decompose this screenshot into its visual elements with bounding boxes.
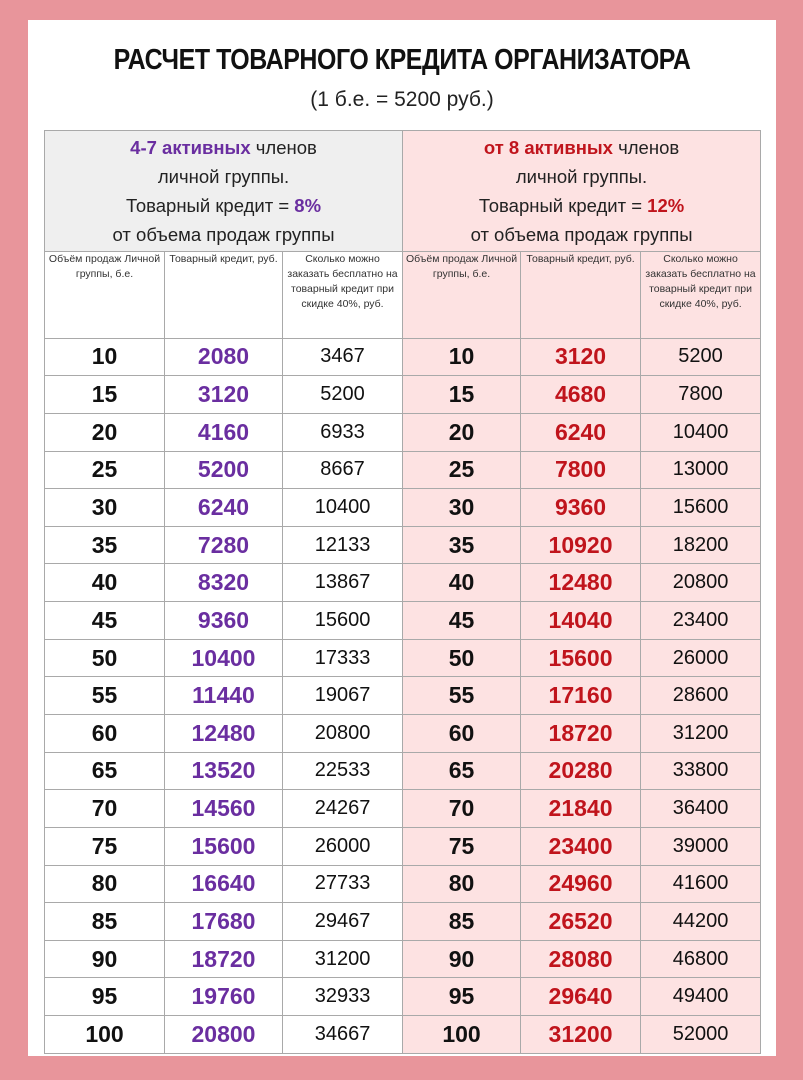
free-left-cell: 10400 <box>283 489 403 527</box>
col-volume-left: Объём продаж Личной группы, б.е. <box>45 252 165 339</box>
table-row <box>45 526 761 564</box>
credit-right-cell: 26520 <box>521 903 641 941</box>
free-left-cell: 34667 <box>283 1016 403 1054</box>
credit-left-cell: 12480 <box>165 715 283 753</box>
free-right-cell: 39000 <box>641 827 761 865</box>
credit-right-cell: 12480 <box>521 564 641 602</box>
left-group-percent: 8% <box>294 195 322 217</box>
free-left-cell: 24267 <box>283 790 403 828</box>
volume-right-cell: 15 <box>403 376 521 414</box>
table-row <box>45 639 761 677</box>
credit-left-cell: 5200 <box>165 451 283 489</box>
volume-left-cell: 45 <box>45 602 165 640</box>
volume-left-cell: 75 <box>45 827 165 865</box>
credit-right-cell: 14040 <box>521 602 641 640</box>
credit-right-cell: 6240 <box>521 413 641 451</box>
volume-left-cell: 15 <box>45 376 165 414</box>
free-left-cell: 31200 <box>283 940 403 978</box>
col-volume-right: Объём продаж Личной группы, б.е. <box>403 252 521 339</box>
free-left-cell: 20800 <box>283 715 403 753</box>
free-right-cell: 23400 <box>641 602 761 640</box>
volume-left-cell: 20 <box>45 413 165 451</box>
page-title: РАСЧЕТ ТОВАРНОГО КРЕДИТА ОРГАНИЗАТОРА <box>113 44 691 76</box>
volume-left-cell: 80 <box>45 865 165 903</box>
free-left-cell: 5200 <box>283 376 403 414</box>
credit-right-cell: 7800 <box>521 451 641 489</box>
credit-left-cell: 14560 <box>165 790 283 828</box>
free-left-cell: 32933 <box>283 978 403 1016</box>
volume-left-cell: 90 <box>45 940 165 978</box>
table-row <box>45 1016 761 1054</box>
col-credit-left: Товарный кредит, руб. <box>165 252 283 339</box>
volume-right-cell: 75 <box>403 827 521 865</box>
volume-right-cell: 35 <box>403 526 521 564</box>
free-left-cell: 19067 <box>283 677 403 715</box>
page-subtitle: (1 б.е. = 5200 руб.) <box>310 88 494 111</box>
free-right-cell: 20800 <box>641 564 761 602</box>
free-left-cell: 27733 <box>283 865 403 903</box>
right-group-line3: Товарный кредит = <box>478 195 648 217</box>
credit-left-cell: 15600 <box>165 827 283 865</box>
volume-left-cell: 25 <box>45 451 165 489</box>
column-header-row <box>45 252 761 339</box>
credit-left-cell: 11440 <box>165 677 283 715</box>
volume-right-cell: 80 <box>403 865 521 903</box>
credit-right-cell: 21840 <box>521 790 641 828</box>
table-body <box>45 338 761 1053</box>
volume-left-cell: 55 <box>45 677 165 715</box>
table-row <box>45 602 761 640</box>
free-right-cell: 33800 <box>641 752 761 790</box>
col-credit-right: Товарный кредит, руб. <box>521 252 641 339</box>
table-row <box>45 715 761 753</box>
right-group-line4: от объема продаж группы <box>470 224 693 246</box>
credit-right-cell: 17160 <box>521 677 641 715</box>
free-left-cell: 13867 <box>283 564 403 602</box>
free-left-cell: 22533 <box>283 752 403 790</box>
credit-left-cell: 20800 <box>165 1016 283 1054</box>
credit-left-cell: 2080 <box>165 338 283 376</box>
credit-left-cell: 10400 <box>165 639 283 677</box>
credit-left-cell: 9360 <box>165 602 283 640</box>
volume-left-cell: 60 <box>45 715 165 753</box>
free-left-cell: 29467 <box>283 903 403 941</box>
credit-right-cell: 23400 <box>521 827 641 865</box>
col-free-left: Сколько можно заказать бесплатно на товарный кредит при скидке 40%, руб. <box>283 252 403 339</box>
volume-right-cell: 90 <box>403 940 521 978</box>
table-row <box>45 903 761 941</box>
right-group-line2: личной группы. <box>515 166 648 188</box>
free-right-cell: 15600 <box>641 489 761 527</box>
credit-left-cell: 8320 <box>165 564 283 602</box>
free-right-cell: 31200 <box>641 715 761 753</box>
volume-left-cell: 50 <box>45 639 165 677</box>
credit-left-cell: 6240 <box>165 489 283 527</box>
volume-left-cell: 85 <box>45 903 165 941</box>
credit-left-cell: 16640 <box>165 865 283 903</box>
volume-right-cell: 50 <box>403 639 521 677</box>
left-group-line4: от объема продаж группы <box>112 224 335 246</box>
table-row <box>45 376 761 414</box>
left-group-bold: 4-7 активных <box>130 137 251 159</box>
table-row <box>45 940 761 978</box>
volume-right-cell: 40 <box>403 564 521 602</box>
table-row <box>45 865 761 903</box>
free-right-cell: 5200 <box>641 338 761 376</box>
left-group-line1-rest: членов <box>250 137 317 159</box>
volume-right-cell: 45 <box>403 602 521 640</box>
volume-right-cell: 20 <box>403 413 521 451</box>
volume-right-cell: 30 <box>403 489 521 527</box>
free-right-cell: 18200 <box>641 526 761 564</box>
volume-right-cell: 25 <box>403 451 521 489</box>
free-right-cell: 7800 <box>641 376 761 414</box>
credit-right-cell: 31200 <box>521 1016 641 1054</box>
free-right-cell: 36400 <box>641 790 761 828</box>
credit-right-cell: 18720 <box>521 715 641 753</box>
free-right-cell: 44200 <box>641 903 761 941</box>
table-row <box>45 752 761 790</box>
col-free-right: Сколько можно заказать бесплатно на товарный кредит при скидке 40%, руб. <box>641 252 761 339</box>
free-left-cell: 6933 <box>283 413 403 451</box>
free-right-cell: 49400 <box>641 978 761 1016</box>
credit-left-cell: 3120 <box>165 376 283 414</box>
table-row <box>45 489 761 527</box>
credit-right-cell: 24960 <box>521 865 641 903</box>
credit-left-cell: 17680 <box>165 903 283 941</box>
volume-right-cell: 85 <box>403 903 521 941</box>
credit-right-cell: 10920 <box>521 526 641 564</box>
table-row <box>45 338 761 376</box>
volume-left-cell: 100 <box>45 1016 165 1054</box>
free-left-cell: 15600 <box>283 602 403 640</box>
volume-right-cell: 60 <box>403 715 521 753</box>
volume-right-cell: 100 <box>403 1016 521 1054</box>
volume-left-cell: 65 <box>45 752 165 790</box>
free-right-cell: 26000 <box>641 639 761 677</box>
table-row <box>45 677 761 715</box>
credit-left-cell: 19760 <box>165 978 283 1016</box>
free-left-cell: 12133 <box>283 526 403 564</box>
table-row <box>45 978 761 1016</box>
free-left-cell: 17333 <box>283 639 403 677</box>
credit-right-cell: 4680 <box>521 376 641 414</box>
credit-right-cell: 29640 <box>521 978 641 1016</box>
credit-left-cell: 18720 <box>165 940 283 978</box>
right-group-line1-rest: членов <box>612 137 680 159</box>
table-row <box>45 790 761 828</box>
left-group-line3: Товарный кредит = <box>126 195 295 217</box>
volume-right-cell: 55 <box>403 677 521 715</box>
volume-right-cell: 95 <box>403 978 521 1016</box>
free-right-cell: 10400 <box>641 413 761 451</box>
credit-right-cell: 20280 <box>521 752 641 790</box>
volume-left-cell: 70 <box>45 790 165 828</box>
volume-left-cell: 35 <box>45 526 165 564</box>
table-row <box>45 413 761 451</box>
left-group-header <box>45 131 403 252</box>
free-right-cell: 52000 <box>641 1016 761 1054</box>
document-card <box>28 20 776 1056</box>
left-group-line2: личной группы. <box>157 166 290 188</box>
free-right-cell: 13000 <box>641 451 761 489</box>
volume-left-cell: 95 <box>45 978 165 1016</box>
free-right-cell: 28600 <box>641 677 761 715</box>
credit-right-cell: 28080 <box>521 940 641 978</box>
volume-left-cell: 40 <box>45 564 165 602</box>
volume-right-cell: 70 <box>403 790 521 828</box>
volume-right-cell: 65 <box>403 752 521 790</box>
credit-left-cell: 13520 <box>165 752 283 790</box>
right-group-bold: от 8 активных <box>483 137 613 159</box>
right-group-header <box>403 131 761 252</box>
right-group-percent: 12% <box>647 195 685 217</box>
credit-table <box>44 130 761 1054</box>
table-row <box>45 451 761 489</box>
free-left-cell: 8667 <box>283 451 403 489</box>
free-left-cell: 3467 <box>283 338 403 376</box>
volume-left-cell: 30 <box>45 489 165 527</box>
free-right-cell: 46800 <box>641 940 761 978</box>
volume-right-cell: 10 <box>403 338 521 376</box>
credit-right-cell: 3120 <box>521 338 641 376</box>
volume-left-cell: 10 <box>45 338 165 376</box>
credit-right-cell: 9360 <box>521 489 641 527</box>
credit-left-cell: 4160 <box>165 413 283 451</box>
credit-right-cell: 15600 <box>521 639 641 677</box>
free-left-cell: 26000 <box>283 827 403 865</box>
credit-left-cell: 7280 <box>165 526 283 564</box>
table-row <box>45 564 761 602</box>
table-row <box>45 827 761 865</box>
free-right-cell: 41600 <box>641 865 761 903</box>
